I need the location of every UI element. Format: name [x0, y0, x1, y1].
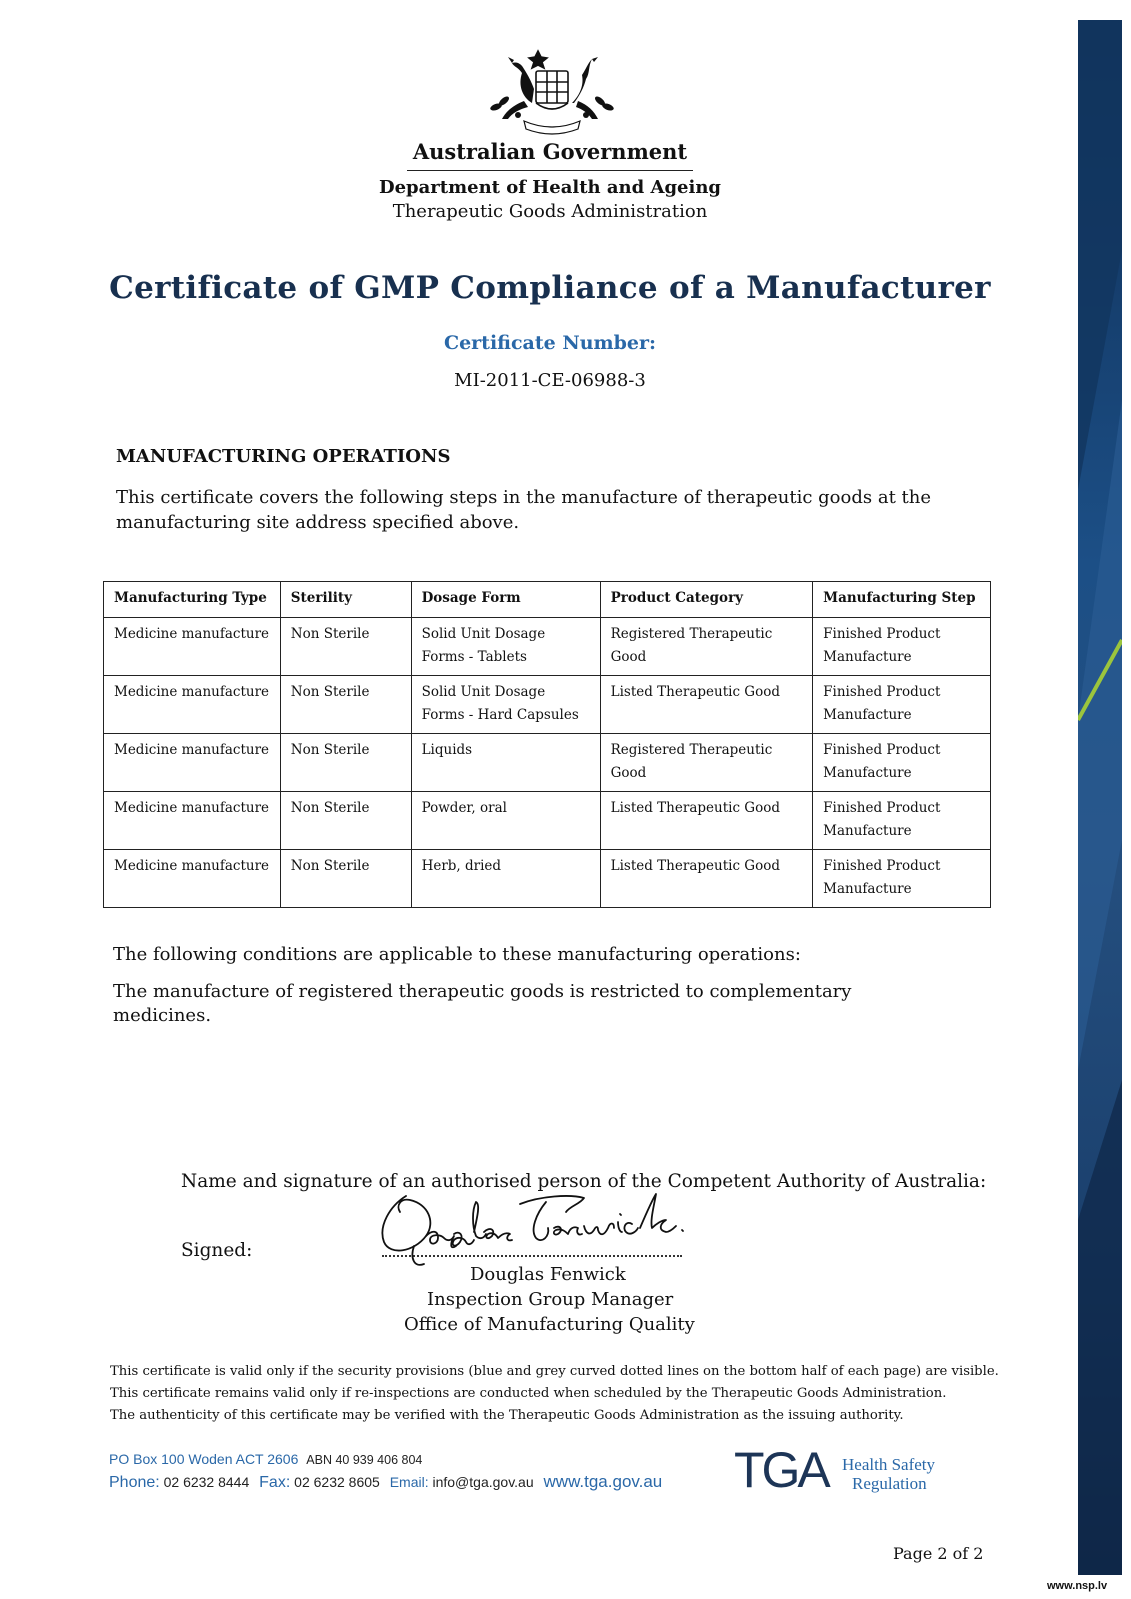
table-cell: Finished Product Manufacture [813, 618, 991, 676]
phone-label: Phone: [109, 1474, 160, 1491]
section-intro: This certificate covers the following steps in the manufacture of therapeutic goods at the manufacturing site address specified above. [116, 487, 932, 533]
table-cell: Finished Product Manufacture [813, 676, 991, 734]
fine-print-line: The authenticity of this certificate may be verified with the Therapeutic Goods Administration as the issuing authority. [110, 1408, 904, 1423]
document-title: Certificate of GMP Compliance of a Manufacturer [109, 270, 991, 306]
table-cell: Registered Therapeutic Good [600, 734, 813, 792]
signatory-office: Office of Manufacturing Quality [404, 1314, 695, 1335]
department-name: Department of Health and Ageing [378, 177, 722, 198]
table-cell: Finished Product Manufacture [813, 850, 991, 908]
table-cell: Listed Therapeutic Good [600, 850, 813, 908]
tga-tagline: Regulation [852, 1474, 927, 1493]
watermark: www.nsp.lv [1047, 1580, 1108, 1592]
table-header-row [104, 582, 991, 618]
signatory-role: Inspection Group Manager [427, 1289, 674, 1310]
table-cell: Powder, oral [411, 792, 600, 850]
table-cell: Medicine manufacture [104, 850, 281, 908]
section-heading: MANUFACTURING OPERATIONS [116, 446, 451, 467]
table-row [104, 734, 991, 792]
table-cell: Liquids [411, 734, 600, 792]
agency-name: Therapeutic Goods Administration [392, 201, 708, 222]
table-row [104, 676, 991, 734]
table-cell: Medicine manufacture [104, 676, 281, 734]
handwritten-signature [370, 1186, 690, 1270]
column-header: Manufacturing Step [813, 582, 991, 618]
certificate-number-label: Certificate Number: [443, 332, 657, 354]
table-row [104, 618, 991, 676]
table-row [104, 850, 991, 908]
email-address: info@tga.gov.au [432, 1474, 534, 1490]
table-cell: Finished Product Manufacture [813, 792, 991, 850]
fax-label: Fax: [259, 1474, 291, 1491]
security-band [1078, 20, 1122, 1575]
table-cell: Solid Unit Dosage Forms - Tablets [411, 618, 600, 676]
column-header: Dosage Form [411, 582, 600, 618]
table-cell: Non Sterile [280, 734, 411, 792]
conditions-text: The manufacture of registered therapeutic goods is restricted to complementary medicines. [113, 981, 852, 1026]
table-cell: Listed Therapeutic Good [600, 792, 813, 850]
tga-logo: TGA [734, 1442, 828, 1498]
table-cell: Medicine manufacture [104, 792, 281, 850]
phone-number: 02 6232 8444 [163, 1474, 250, 1490]
coat-of-arms-icon [488, 45, 616, 137]
column-header: Sterility [280, 582, 411, 618]
signature-lead: Name and signature of an authorised person of the Competent Authority of Australia: [181, 1171, 987, 1192]
operations-table [103, 581, 991, 908]
column-header: Manufacturing Type [104, 582, 281, 618]
column-header: Product Category [600, 582, 813, 618]
table-cell: Non Sterile [280, 792, 411, 850]
table-cell: Medicine manufacture [104, 734, 281, 792]
table-cell: Non Sterile [280, 676, 411, 734]
table-row [104, 792, 991, 850]
table-cell: Listed Therapeutic Good [600, 676, 813, 734]
table-cell: Finished Product Manufacture [813, 734, 991, 792]
table-cell: Solid Unit Dosage Forms - Hard Capsules [411, 676, 600, 734]
signed-label: Signed: [181, 1240, 253, 1261]
postal-address [109, 1451, 422, 1467]
table-cell: Non Sterile [280, 618, 411, 676]
table-cell: Herb, dried [411, 850, 600, 908]
government-name: Australian Government [412, 139, 688, 164]
contact-line [109, 1472, 662, 1492]
fine-print-line: This certificate is valid only if the security provisions (blue and grey curved dotted lines on the bottom half of each page) are visible. [110, 1364, 999, 1379]
header-divider [407, 170, 693, 171]
website-link: www.tga.gov.au [543, 1472, 663, 1491]
tga-tagline: Health Safety [842, 1455, 935, 1474]
fine-print-line: This certificate remains valid only if re-inspections are conducted when scheduled by the Therapeutic Goods Administration. [110, 1386, 947, 1401]
table-cell: Medicine manufacture [104, 618, 281, 676]
table-cell: Non Sterile [280, 850, 411, 908]
address-text: PO Box 100 Woden ACT 2606 [109, 1451, 299, 1467]
band-graphic [1078, 20, 1122, 1575]
fax-number: 02 6232 8605 [294, 1474, 380, 1490]
email-label: Email: [389, 1474, 429, 1490]
table-cell: Registered Therapeutic Good [600, 618, 813, 676]
conditions-lead: The following conditions are applicable to these manufacturing operations: [113, 944, 801, 965]
page-number: Page 2 of 2 [893, 1544, 984, 1563]
abn-text: ABN 40 939 406 804 [306, 1453, 423, 1467]
signatory-name: Douglas Fenwick [470, 1264, 626, 1285]
certificate-number: MI-2011-CE-06988-3 [454, 370, 646, 391]
